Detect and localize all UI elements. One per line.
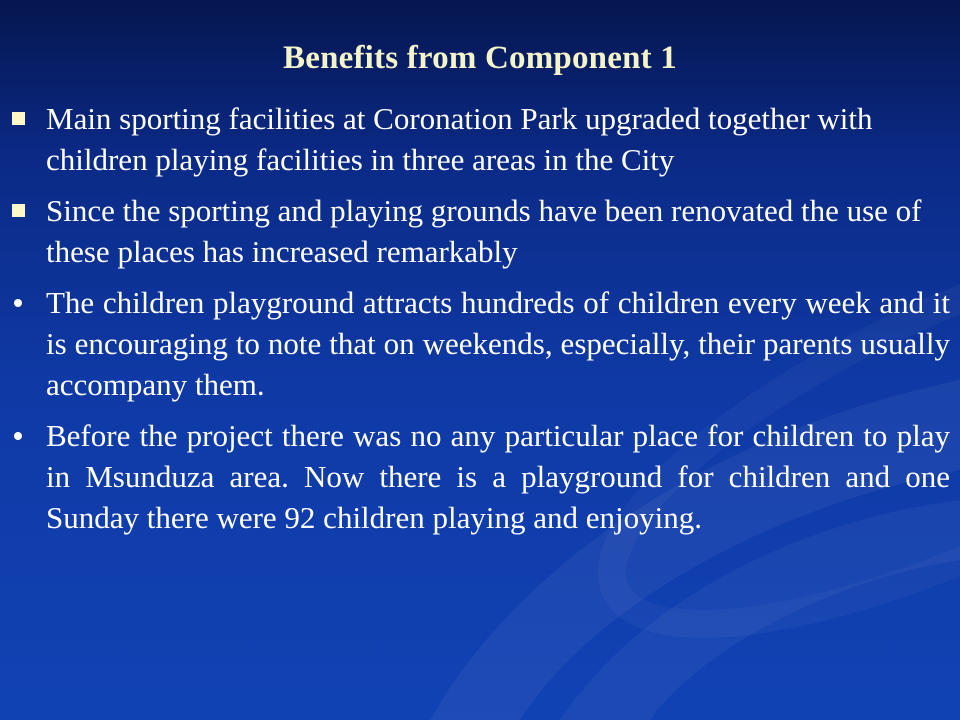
square-bullet-icon [12,112,25,125]
dot-bullet-icon [14,299,22,307]
bullet-list [12,98,950,548]
bullet-item [12,415,950,538]
bullet-text: The children playground attracts hundreds of children every week and it is encouraging to note that on weekends, especially, their parents usually accompany them. [46,285,950,402]
bullet-item [12,98,950,180]
bullet-text: Since the sporting and playing grounds have been renovated the use of these places has increased remarkably [46,193,922,269]
slide-title: Benefits from Component 1 [283,40,677,76]
square-bullet-icon [12,204,25,217]
dot-bullet-icon [14,432,22,440]
bullet-item [12,190,950,272]
bullet-text: Before the project there was no any particular place for children to play in Msunduza area. Now there is a playground for children and one Sunday there were 92 children playing and enjoying. [46,418,950,535]
bullet-item [12,282,950,405]
bullet-text: Main sporting facilities at Coronation Park upgraded together with children playing facilities in three areas in the City [46,101,873,177]
